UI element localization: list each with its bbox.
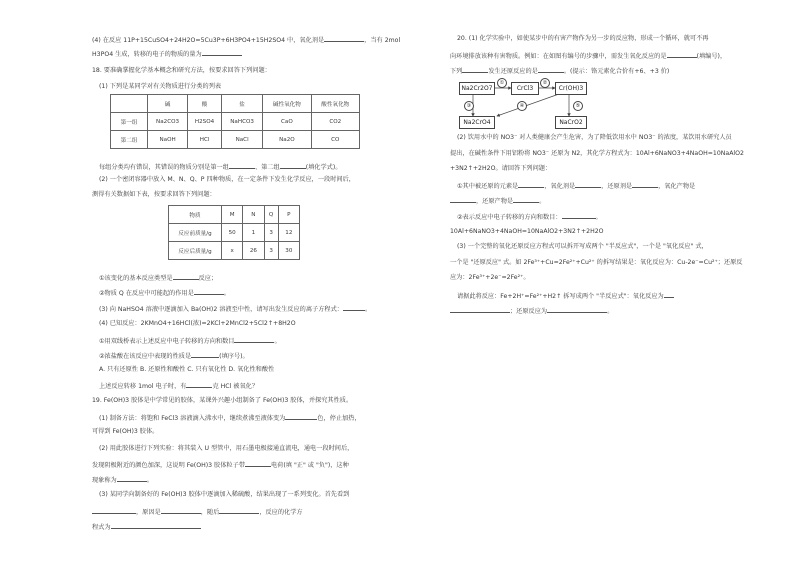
q19-title: 19. Fe(OH)3 胶体是中学常见的胶体，某课外兴趣小组制备了 Fe(OH)3 胶体，并探究其性质。 [92, 397, 353, 404]
q18-title: 18. 要准确掌握化学基本概念和研究方法，按要求回答下列问题： [92, 67, 271, 74]
q20-equation: 10Al+6NaNO3+4NaOH=10NaAlO2+3N2↑+2H2O [450, 228, 604, 235]
table-header-row: 碱 酸 盐 碱性氧化物 酸性氧化物 [111, 95, 360, 113]
mass-table [168, 205, 300, 260]
q19-part3c: 程式为 [92, 522, 201, 532]
q4-line1: (4) 在反应 11P+15CuSO4+24H2O=5Cu3P+6H3PO4+15H2SO4 中，氧化剂是 ，当有 2mol [92, 37, 401, 44]
box-na2cr2o7: Na2Cr2O7 [459, 82, 495, 95]
q19-part2: (2) 用此胶体进行下列实验：将其装入 U 型管中，用石墨电极接通直流电，通电一段时间后， [99, 445, 354, 452]
step-1-marker: ① [497, 78, 507, 88]
q19-part3b: ，原因是 ，随后 ，反应的化学方 [92, 507, 303, 517]
q20-sub-i2: ，还原产物是 。 [450, 196, 545, 206]
blank [575, 181, 601, 188]
q20-sub-ii: ②表示反应中电子转移的方向和数目： 。 [457, 214, 602, 221]
blank [229, 162, 255, 169]
box-na2cro4: Na2CrO4 [459, 116, 495, 129]
q20-part1c: 下列 发生还原反应的是 。(提示：铬元素化合价有+6、+3 价) [450, 68, 670, 75]
blank [161, 507, 201, 514]
q20-sub-i: ①其中被还原的元素是 ，氧化剂是 ，还原剂是 ，氧化产物是 [457, 183, 696, 190]
q20-part1: 20. (1) 化学实验中，如使某步中的有害产物作为另一步的反应物，形成一个循环，就可不再 [457, 35, 709, 42]
blank [450, 306, 510, 313]
q19-part2b: 发现阴极附近的颜色加深，这说明 Fe(OH)3 胶体粒子带 电荷(填 "正" 或 "负")，这种 [92, 462, 349, 469]
blank [632, 181, 658, 188]
blank [547, 306, 607, 313]
q18-sub-ii: ②物质 Q 在反应中可能起的作用是 。 [99, 290, 230, 297]
blank [518, 181, 544, 188]
q18-options: A. 只有还原性 B. 还原性和酸性 C. 只有氧化性 D. 氧化性和酸性 [99, 366, 275, 373]
q18-sub-i: ①该变化的基本反应类型是 反应； [99, 275, 218, 282]
q18-part2b: 测得有关数据如下表，按要求回答下列问题： [92, 191, 216, 198]
q19-part3: (3) 某同学向制备好的 Fe(OH)3 胶体中逐滴加入稀硫酸，结果出现了一系列变化。首先看到 [99, 491, 350, 498]
blank [186, 381, 212, 388]
q19-part1b: 可得到 Fe(OH)3 胶体。 [92, 428, 159, 435]
blank [513, 196, 539, 203]
table-row: 反应后质量/g x 26 3 30 [169, 242, 300, 260]
box-crcl3: CrCl3 [511, 82, 539, 95]
blank [462, 66, 488, 73]
blank [450, 196, 476, 203]
table-row: 第一组 Na2CO3 H2SO4 NaHCO3 CaO CO2 [111, 113, 360, 131]
q18-sub4c: 上述反应转移 1mol 电子时，有 克 HCl 被氧化？ [99, 383, 259, 390]
q20-part3d: 请据此将反应：Fe+2H⁺=Fe²⁺+H2↑ 拆写成两个 "半反应式"：氧化反应为 [457, 291, 674, 301]
q18-sub4b: ②浓盐酸在该反应中表现的性质是 (填序号)。 [99, 353, 249, 360]
step-2-marker: ② [540, 78, 550, 88]
blank [219, 507, 259, 514]
step-4-marker: ④ [517, 101, 527, 111]
blank [234, 336, 274, 343]
blank [285, 413, 317, 420]
q18-part1: (1) 下列是某同学对有关物质进行分类的列表 [99, 83, 222, 90]
q18-sub4a: ①用双线桥表示上述反应中电子转移的方向和数目 。 [99, 338, 281, 345]
blank [117, 475, 147, 482]
q18-error-line: 每组分类均有错误，其错误的物质分别是第一组 、第二组 (填化学式)。 [99, 164, 342, 171]
blank [324, 35, 364, 42]
q20-part2b: 提出，在碱性条件下用铝粉将 NO3⁻ 还原为 N2，其化学方程式为：10Al+6NaNO3+4NaOH=10NaAlO2 [450, 150, 744, 157]
q20-part3: (3) 一个完整的氧化还原反应方程式可以拆开写成两个 "半反应式"，一个是 "氧化反应" 式， [457, 243, 708, 250]
step-3-marker: ③ [464, 101, 474, 111]
q19-part2c: 现象称为 。 [92, 477, 153, 484]
q4-line2: H3PO4 生成，转移的电子的物质的量为 [92, 49, 242, 59]
q20-part2c: +3N2↑+2H2O。请回答下列问题： [450, 165, 552, 172]
blank [191, 351, 219, 358]
classification-table [110, 94, 360, 149]
blank [664, 291, 674, 298]
q20-part3c: 应为：2Fe³⁺+2e⁻=2Fe²⁺。 [450, 274, 530, 281]
box-nacro2: NaCrO2 [555, 116, 587, 129]
blank [194, 288, 224, 295]
q20-part2: (2) 饮用水中的 NO3⁻ 对人类健康会产生危害，为了降低饮用水中 NO3⁻ 的浓度，某饮用水研究人员 [457, 134, 732, 141]
blank [92, 507, 136, 514]
blank [280, 162, 306, 169]
q20-part3b: 一个是 "还原反应" 式。如 2Fe³⁺+Cu=2Fe²⁺+Cu²⁺ 的拆写结果是：氧化反应为：Cu-2e⁻=Cu²⁺；还原反 [450, 259, 743, 266]
q20-part3e: ；还原反应为 。 [450, 306, 613, 316]
step-5-marker: ⑤ [573, 101, 583, 111]
blank [538, 66, 564, 73]
blank [202, 49, 242, 56]
blank [111, 522, 201, 529]
table-row: 反应前质量/g 50 1 3 12 [169, 224, 300, 242]
q18-part2a: (2) 一个密闭容器中放入 M、N、Q、P 四种物质，在一定条件下发生化学反应，一段时间后， [99, 176, 355, 183]
arrow-step4 [497, 94, 559, 116]
blank [667, 51, 697, 58]
q18-part4: (4) 已知反应：2KMnO4+16HCl(浓)=2KCl+2MnCl2+5Cl2↑+8H2O [99, 320, 296, 327]
q18-part3: (3) 向 NaHSO4 溶液中逐滴加入 Ba(OH)2 溶液至中性，请写出发生反应的离子方程式： 。 [99, 306, 372, 313]
q19-part1: (1) 制备方法：将饱和 FeCl3 溶液滴入沸水中，继续煮沸至液体变为 色，停止加热， [99, 415, 361, 422]
blank [245, 460, 271, 467]
box-croh3: Cr(OH)3 [555, 82, 587, 95]
q20-part1b: 向环境排放该种有害物质。例如：在如图有编号的步骤中，需发生氧化反应的是 (填编号)， [450, 53, 727, 60]
blank [173, 273, 199, 280]
table-row: 第二组 NaOH HCl NaCl Na2O CO [111, 131, 360, 149]
blank [562, 212, 596, 219]
blank [343, 304, 365, 311]
table-header-row: 物质 M N Q P [169, 206, 300, 224]
